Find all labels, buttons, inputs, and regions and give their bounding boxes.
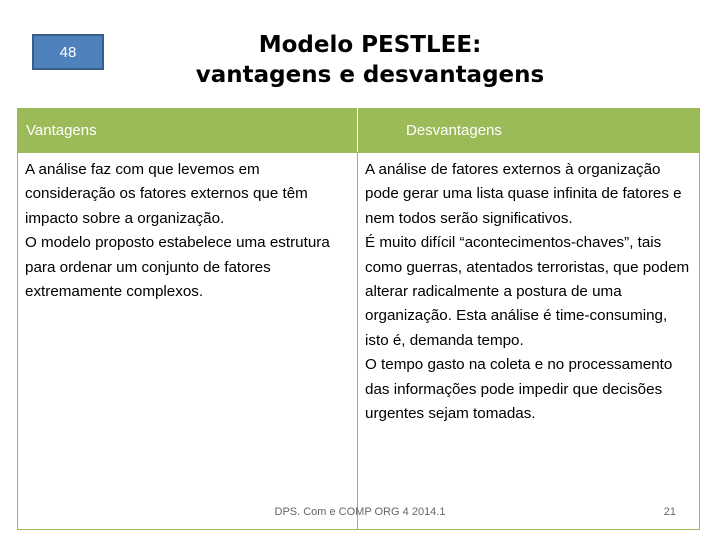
desvantagem-paragraph-1: A análise de fatores externos à organização pode gerar uma lista quase infinita de fatores e nem todos serão significativos. [365,161,682,227]
table-row [18,153,700,530]
vantagem-paragraph-2: O modelo proposto estabelece uma estrutura para ordenar um conjunto de fatores extremamente complexos. [25,234,330,301]
slide-title [110,30,630,90]
desvantagem-paragraph-3: O tempo gasto na coleta e no processamento das informações pode impedir que decisões urgentes sejam tomadas. [365,356,673,423]
desvantagem-paragraph-2: É muito difícil “acontecimentos-chaves”, tais como guerras, atentados terroristas, que podem alterar radicalmente a postura de uma organização. Esta análise é time-consuming, isto é, demanda tempo. [365,234,690,349]
header-desvantagens: Desvantagens [358,109,700,153]
slide-number-text: 48 [59,43,77,61]
desvantagens-cell [358,153,700,530]
comparison-table [17,108,700,530]
header-vantagens: Vantagens [18,109,358,153]
footer-page-number: 21 [663,506,676,518]
vantagem-paragraph-1: A análise faz com que levemos em consideração os fatores externos que têm impacto sobre a organização. [25,161,308,227]
vantagens-cell [18,153,358,530]
slide-title-line-2: vantagens e desvantagens [195,62,545,88]
slide-number-badge [32,34,104,70]
table-header-row [18,109,700,153]
slide-title-line-1: Modelo PESTLEE: [258,32,482,58]
footer-text: DPS. Com e COMP ORG 4 2014.1 [274,506,446,518]
